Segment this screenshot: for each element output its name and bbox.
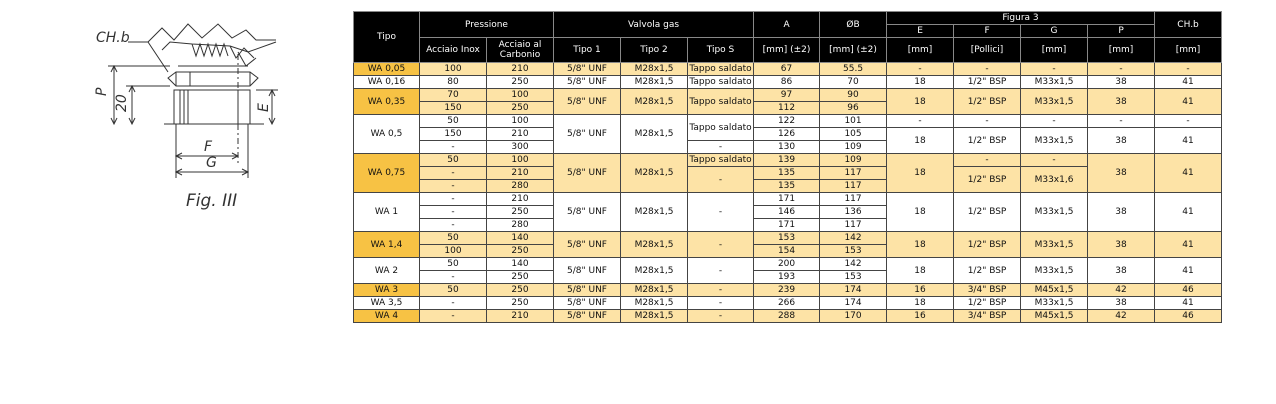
- table-row: [354, 193, 1222, 206]
- cell-e: 18: [887, 89, 954, 115]
- cell-tipo2: M28x1,5: [621, 76, 688, 89]
- cell-p: -: [1088, 63, 1155, 76]
- cell-b: 117: [820, 193, 887, 206]
- cell-carbonio: 300: [487, 141, 554, 154]
- cell-p: 38: [1088, 128, 1155, 154]
- cell-tipo2: M28x1,5: [621, 232, 688, 258]
- cell-carbonio: 250: [487, 102, 554, 115]
- cell-tipo1: 5/8" UNF: [554, 297, 621, 310]
- cell-b: 105: [820, 128, 887, 141]
- cell-inox: -: [420, 193, 487, 206]
- cell-tipo: WA 3,5: [354, 297, 420, 310]
- cell-p: 42: [1088, 310, 1155, 323]
- label-20: 20: [114, 94, 130, 112]
- cell-chb: 41: [1155, 154, 1222, 193]
- cell-tipo1: 5/8" UNF: [554, 76, 621, 89]
- cell-a: 193: [754, 271, 820, 284]
- header-carbonio: Acciaio al Carbonio: [487, 38, 554, 63]
- cell-tipos: -: [688, 258, 754, 284]
- cell-b: 170: [820, 310, 887, 323]
- cell-b: 96: [820, 102, 887, 115]
- header-tipos: Tipo S: [688, 38, 754, 63]
- cell-carbonio: 100: [487, 89, 554, 102]
- cell-inox: 100: [420, 245, 487, 258]
- cell-chb: 41: [1155, 193, 1222, 232]
- cell-inox: 50: [420, 258, 487, 271]
- header-chb-unit: [mm]: [1155, 38, 1222, 63]
- cell-g: M33x1,5: [1021, 232, 1088, 258]
- cell-inox: 80: [420, 76, 487, 89]
- cell-inox: 70: [420, 89, 487, 102]
- cell-carbonio: 210: [487, 310, 554, 323]
- cell-tipo: WA 1,4: [354, 232, 420, 258]
- cell-tipos: Tappo saldato: [689, 155, 752, 165]
- cell-tipo1: 5/8" UNF: [554, 310, 621, 323]
- cell-chb: 41: [1155, 89, 1222, 115]
- cell-g: M33x1,5: [1021, 297, 1088, 310]
- label-g: G: [206, 155, 217, 171]
- cell-b: 174: [820, 284, 887, 297]
- cell-tipo2: M28x1,5: [621, 310, 688, 323]
- cell-tipo: WA 1: [354, 193, 420, 232]
- cell-f: -: [954, 154, 1021, 167]
- cell-carbonio: 250: [487, 245, 554, 258]
- cell-b: 153: [820, 271, 887, 284]
- cell-a: 139: [754, 154, 820, 167]
- cell-f: 1/2" BSP: [954, 193, 1021, 232]
- header-inox: Acciaio Inox: [420, 38, 487, 63]
- cell-g: M33x1,5: [1021, 193, 1088, 232]
- cell-tipo: WA 0,5: [354, 115, 420, 154]
- cell-tipo1: 5/8" UNF: [554, 89, 621, 115]
- cell-g: M33x1,5: [1021, 258, 1088, 284]
- cell-tipo2: M28x1,5: [621, 63, 688, 76]
- cell-inox: -: [420, 206, 487, 219]
- header-e: E: [887, 25, 954, 38]
- cell-tipos: -: [688, 284, 754, 297]
- table-row: [354, 232, 1222, 245]
- label-p: P: [94, 87, 110, 96]
- cell-e: 16: [887, 284, 954, 297]
- cell-chb: 41: [1155, 297, 1222, 310]
- cell-f: 1/2" BSP: [954, 297, 1021, 310]
- cell-a: 67: [754, 63, 820, 76]
- cell-p: 38: [1088, 154, 1155, 193]
- header-pressione: Pressione: [420, 12, 554, 38]
- cell-tipos: Tappo saldato: [689, 64, 752, 74]
- table-row: [354, 128, 1222, 141]
- cell-e: 18: [887, 258, 954, 284]
- cell-p: 38: [1088, 193, 1155, 232]
- cell-tipo2: M28x1,5: [621, 284, 688, 297]
- cell-b: 142: [820, 232, 887, 245]
- cell-chb: 41: [1155, 76, 1222, 89]
- header-b: ØB: [820, 12, 887, 38]
- table-row: [354, 284, 1222, 297]
- cell-a: 288: [754, 310, 820, 323]
- cell-carbonio: 140: [487, 232, 554, 245]
- cell-carbonio: 250: [487, 206, 554, 219]
- cell-carbonio: 100: [487, 154, 554, 167]
- header-tipo1: Tipo 1: [554, 38, 621, 63]
- cell-tipo: WA 0,05: [354, 63, 420, 76]
- cell-b: 117: [820, 219, 887, 232]
- cell-a: 97: [754, 89, 820, 102]
- cell-g: -: [1021, 63, 1088, 76]
- cell-f: -: [954, 63, 1021, 76]
- cell-tipo: WA 2: [354, 258, 420, 284]
- cell-carbonio: 250: [487, 76, 554, 89]
- cell-e: 18: [887, 193, 954, 232]
- cell-chb: 41: [1155, 128, 1222, 154]
- figure-caption: Fig. III: [186, 191, 238, 211]
- header-e-unit: [mm]: [887, 38, 954, 63]
- cell-tipo1: 5/8" UNF: [554, 193, 621, 232]
- cell-tipo: WA 0,16: [354, 76, 420, 89]
- cell-a: 266: [754, 297, 820, 310]
- cell-tipo2: M28x1,5: [621, 193, 688, 232]
- cell-g: -: [1021, 115, 1088, 128]
- cell-g: M45x1,5: [1021, 310, 1088, 323]
- table-row: [354, 76, 1222, 89]
- header-f-unit: [Pollici]: [954, 38, 1021, 63]
- cell-f: 3/4" BSP: [954, 284, 1021, 297]
- cell-inox: 50: [420, 284, 487, 297]
- valve-figure: [70, 14, 310, 214]
- cell-a: 135: [754, 167, 820, 180]
- cell-carbonio: 250: [487, 297, 554, 310]
- cell-b: 55.5: [820, 63, 887, 76]
- cell-chb: 41: [1155, 258, 1222, 284]
- cell-e: 16: [887, 310, 954, 323]
- cell-tipo1: 5/8" UNF: [554, 63, 621, 76]
- label-f: F: [204, 139, 213, 155]
- cell-f: -: [954, 115, 1021, 128]
- cell-tipo1: 5/8" UNF: [554, 115, 621, 154]
- cell-tipo: WA 0,35: [354, 89, 420, 115]
- cell-b: 70: [820, 76, 887, 89]
- cell-b: 109: [820, 141, 887, 154]
- header-g: G: [1021, 25, 1088, 38]
- cell-chb: -: [1155, 63, 1222, 76]
- cell-inox: -: [420, 219, 487, 232]
- cell-inox: 50: [420, 232, 487, 245]
- cell-inox: 50: [420, 154, 487, 167]
- cell-p: 38: [1088, 297, 1155, 310]
- cell-tipos: Tappo saldato: [688, 115, 754, 141]
- header-chb: CH.b: [1155, 12, 1222, 38]
- cell-e: 18: [887, 232, 954, 258]
- cell-e: 18: [887, 154, 954, 193]
- cell-g: M33x1,5: [1021, 128, 1088, 154]
- table-body: [354, 63, 1222, 323]
- table-row: [354, 310, 1222, 323]
- cell-tipos: -: [688, 310, 754, 323]
- cell-b: 142: [820, 258, 887, 271]
- cell-carbonio: 280: [487, 219, 554, 232]
- cell-inox: -: [420, 167, 487, 180]
- cell-p: 38: [1088, 232, 1155, 258]
- cell-f: 1/2" BSP: [954, 232, 1021, 258]
- cell-b: 109: [820, 154, 887, 167]
- cell-b: 117: [820, 180, 887, 193]
- cell-carbonio: 140: [487, 258, 554, 271]
- cell-inox: -: [420, 310, 487, 323]
- cell-g: M33x1,5: [1021, 89, 1088, 115]
- cell-carbonio: 100: [487, 115, 554, 128]
- header-valvola: Valvola gas: [554, 12, 754, 38]
- cell-e: -: [887, 63, 954, 76]
- cell-tipos: -: [688, 193, 754, 232]
- cell-g: M33x1,5: [1021, 76, 1088, 89]
- cell-e: 18: [887, 76, 954, 89]
- cell-chb: 46: [1155, 284, 1222, 297]
- label-chb: CH.b: [96, 30, 130, 46]
- table-row: [354, 297, 1222, 310]
- table-row: [354, 154, 1222, 167]
- header-f: F: [954, 25, 1021, 38]
- cell-g: -: [1021, 154, 1088, 167]
- label-e: E: [256, 103, 272, 112]
- cell-g: M45x1,5: [1021, 284, 1088, 297]
- header-g-unit: [mm]: [1021, 38, 1088, 63]
- cell-g: M33x1,6: [1021, 167, 1088, 193]
- cell-inox: -: [420, 141, 487, 154]
- cell-a: 154: [754, 245, 820, 258]
- cell-a: 153: [754, 232, 820, 245]
- cell-a: 146: [754, 206, 820, 219]
- cell-tipos: Tappo saldato: [688, 89, 754, 115]
- header-tipo: Tipo: [354, 12, 420, 63]
- cell-p: 38: [1088, 89, 1155, 115]
- cell-a: 112: [754, 102, 820, 115]
- cell-tipos: -: [688, 232, 754, 258]
- cell-inox: 50: [420, 115, 487, 128]
- cell-chb: -: [1155, 115, 1222, 128]
- cell-carbonio: 210: [487, 128, 554, 141]
- cell-tipo: WA 3: [354, 284, 420, 297]
- table-row: [354, 89, 1222, 102]
- cell-inox: -: [420, 271, 487, 284]
- cell-a: 86: [754, 76, 820, 89]
- header-b-unit: [mm] (±2): [820, 38, 887, 63]
- cell-tipo2: M28x1,5: [621, 297, 688, 310]
- cell-carbonio: 250: [487, 284, 554, 297]
- cell-inox: 150: [420, 102, 487, 115]
- cell-carbonio: 210: [487, 193, 554, 206]
- header-tipo2: Tipo 2: [621, 38, 688, 63]
- cell-e: 18: [887, 128, 954, 154]
- cell-p: 38: [1088, 258, 1155, 284]
- cell-tipo: WA 0,75: [354, 154, 420, 193]
- cell-a: 135: [754, 180, 820, 193]
- cell-e: 18: [887, 297, 954, 310]
- cell-f: 1/2" BSP: [954, 128, 1021, 154]
- cell-carbonio: 250: [487, 271, 554, 284]
- cell-tipo2: M28x1,5: [621, 89, 688, 115]
- cell-inox: 100: [420, 63, 487, 76]
- header-a: A: [754, 12, 820, 38]
- cell-f: 1/2" BSP: [954, 89, 1021, 115]
- cell-b: 153: [820, 245, 887, 258]
- cell-p: 38: [1088, 76, 1155, 89]
- table-header: [354, 12, 1222, 63]
- cell-p: -: [1088, 115, 1155, 128]
- cell-chb: 41: [1155, 232, 1222, 258]
- cell-tipos: Tappo saldato: [689, 77, 752, 87]
- cell-f: 3/4" BSP: [954, 310, 1021, 323]
- cell-b: 101: [820, 115, 887, 128]
- cell-tipo1: 5/8" UNF: [554, 258, 621, 284]
- cell-tipo1: 5/8" UNF: [554, 154, 621, 193]
- cell-carbonio: 280: [487, 180, 554, 193]
- cell-f: 1/2" BSP: [954, 76, 1021, 89]
- cell-e: -: [887, 115, 954, 128]
- cell-carbonio: 210: [487, 167, 554, 180]
- cell-f: 1/2" BSP: [954, 167, 1021, 193]
- cell-a: 171: [754, 193, 820, 206]
- cell-chb: 46: [1155, 310, 1222, 323]
- header-p: P: [1088, 25, 1155, 38]
- cell-tipos: -: [688, 167, 754, 193]
- header-p-unit: [mm]: [1088, 38, 1155, 63]
- cell-inox: -: [420, 297, 487, 310]
- cell-tipo2: M28x1,5: [621, 115, 688, 154]
- cell-a: 122: [754, 115, 820, 128]
- cell-a: 239: [754, 284, 820, 297]
- table-row: [354, 115, 1222, 128]
- table-row: [354, 63, 1222, 76]
- cell-tipos: -: [688, 297, 754, 310]
- cell-tipo1: 5/8" UNF: [554, 232, 621, 258]
- cell-a: 126: [754, 128, 820, 141]
- cell-f: 1/2" BSP: [954, 258, 1021, 284]
- cell-a: 200: [754, 258, 820, 271]
- spec-table: [353, 11, 1222, 323]
- header-a-unit: [mm] (±2): [754, 38, 820, 63]
- cell-p: 42: [1088, 284, 1155, 297]
- cell-tipo1: 5/8" UNF: [554, 284, 621, 297]
- table-row: [354, 258, 1222, 271]
- cell-tipo2: M28x1,5: [621, 154, 688, 193]
- cell-b: 136: [820, 206, 887, 219]
- cell-carbonio: 210: [487, 63, 554, 76]
- cell-inox: 150: [420, 128, 487, 141]
- cell-b: 117: [820, 167, 887, 180]
- header-figura: Figura 3: [887, 12, 1155, 25]
- cell-a: 171: [754, 219, 820, 232]
- cell-b: 174: [820, 297, 887, 310]
- cell-tipo: WA 4: [354, 310, 420, 323]
- cell-a: 130: [754, 141, 820, 154]
- cell-tipo2: M28x1,5: [621, 258, 688, 284]
- cell-inox: -: [420, 180, 487, 193]
- cell-b: 90: [820, 89, 887, 102]
- cell-tipos: -: [688, 141, 754, 154]
